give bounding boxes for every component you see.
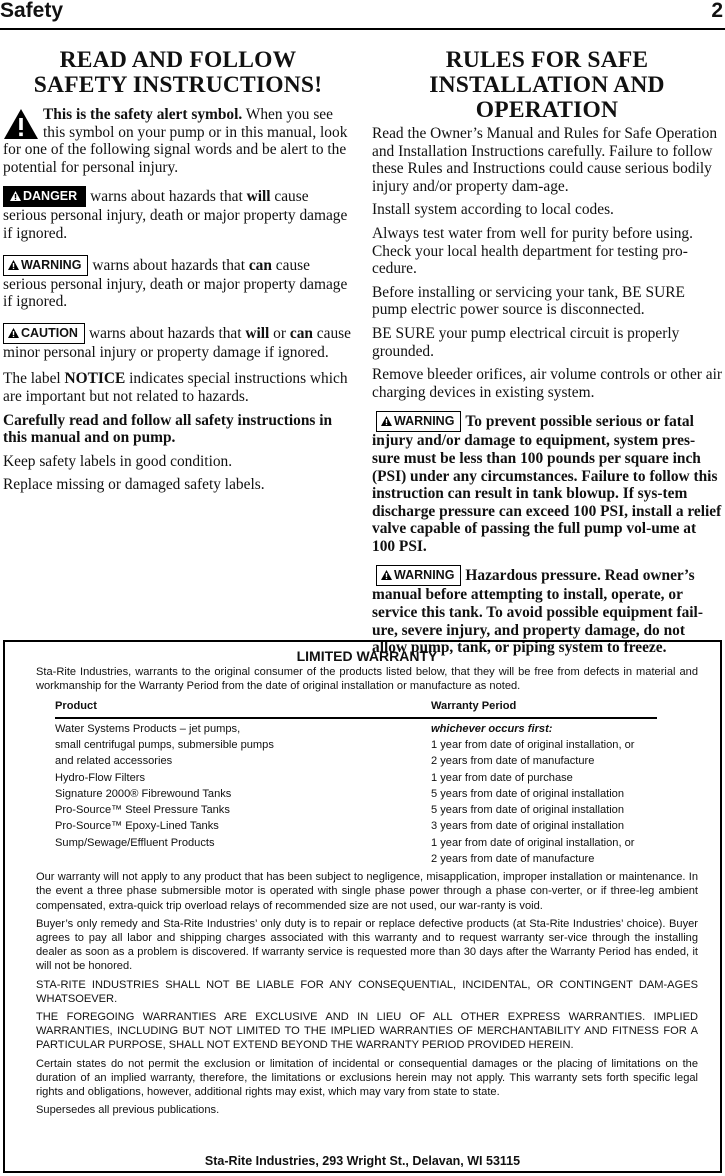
table-row — [55, 771, 657, 785]
pressure-warning: WARNING To prevent possible serious or fatal injury and/or damage to equipment, system pres-sure must be less than 100 pounds per square inch (PSI) under any circumstances. Failure to follow this instruction can result in tank blowup. If sys-tem discharge pressure can exceed 100 PSI, install a relief valve capable of passing the full pump vol-ume at 100 PSI. — [372, 413, 722, 555]
product-cell: small centrifugal pumps, submersible pumps — [55, 738, 274, 751]
replace-labels-text: Replace missing or damaged safety labels. — [3, 476, 265, 494]
caution-badge: CAUTION — [3, 323, 85, 344]
left-heading: READ AND FOLLOW SAFETY INSTRUCTIONS! — [33, 47, 323, 98]
warranty-rows — [55, 722, 657, 867]
warning-description: WARNING warns about hazards that can cause serious personal injury, death or major property damage if ignored. — [3, 256, 348, 311]
table-row — [55, 754, 657, 768]
warranty-table — [55, 699, 657, 866]
period-cell: 3 years from date of original installation — [431, 820, 625, 833]
notice-description: The label NOTICE indicates special instructions which are important but not related to hazards. — [3, 370, 348, 405]
danger-description: DANGER warns about hazards that will cause serious personal injury, death or major property damage if ignored. — [3, 188, 348, 242]
product-cell — [55, 852, 431, 866]
warning-triangle-icon — [10, 191, 21, 201]
period-cell: 5 years from date of original installation — [431, 787, 625, 800]
section-title: Safety — [0, 0, 64, 22]
product-cell: Pro-Source™ Steel Pressure Tanks — [55, 804, 230, 817]
period-cell: 1 year from date of original installation, or — [431, 836, 635, 849]
warranty-liability: STA-RITE INDUSTRIES SHALL NOT BE LIABLE FOR ANY CONSEQUENTIAL, INCIDENTAL, OR CONTINGENT DAM-AGES WHATSOEVER. — [36, 978, 698, 1005]
warning-triangle-icon — [381, 416, 392, 426]
warranty-state-law: Certain states do not permit the exclusion or limitation of incidental or consequential damages or the placing of limitations on the duration of an implied warranty, therefore, the limitations or exclusions herein may not apply. This warranty sets forth specific legal rights and obligations, however, additional rights may exist, which may vary from state to state. — [36, 1057, 698, 1099]
table-row — [55, 819, 657, 833]
caution-description: CAUTION warns about hazards that will or can cause minor personal injury or property damage if ignored. — [3, 324, 351, 361]
warning-triangle-icon — [381, 570, 392, 580]
warning-badge: WARNING — [376, 411, 461, 432]
table-row — [55, 787, 657, 801]
keep-labels-text: Keep safety labels in good condition. — [3, 452, 233, 470]
warranty-exclusions: Our warranty will not apply to any product that has been subject to negligence, misapplication, improper installation or maintenance. In the event a three phase submersible motor is operated with single phase power through a phase con-verter, or if three-leg ambient compensated, extra-quick trip overload relays of recommended size are not used, our war-ranty is void. — [36, 871, 698, 912]
table-row — [55, 738, 657, 752]
carefully-read-text: Carefully read and follow all safety instructions in this manual and on pump. — [3, 411, 333, 447]
freeze-warning: WARNING Hazardous pressure. Read owner’s manual before attempting to install, operate, or service this tank. To avoid possible equipment fail-ure, severe injury, and property damage, do not allow pump, tank, or piping system to freeze. — [372, 567, 703, 657]
warranty-supersedes: Supersedes all previous publications. — [36, 1104, 220, 1117]
rule-disconnect-power: Before installing or servicing your tank, BE SURE pump electric power source is disconnected. — [372, 283, 685, 319]
rule-read-manual: Read the Owner’s Manual and Rules for Safe Operation and Installation Instructions carefully. Failure to follow these Rules and Instructions could cause serious bodily injury and/or property dam-age. — [372, 125, 718, 195]
warning-triangle-icon — [8, 328, 19, 338]
period-cell: 2 years from date of manufacture — [431, 852, 595, 865]
warning-badge: WARNING — [3, 255, 88, 276]
danger-badge: DANGER — [3, 186, 86, 207]
installation-rules-column — [372, 48, 722, 663]
period-cell: 1 year from date of purchase — [431, 771, 573, 784]
table-row — [55, 852, 657, 866]
right-heading: RULES FOR SAFE INSTALLATION AND OPERATION — [429, 47, 665, 123]
product-cell: Pro-Source™ Epoxy-Lined Tanks — [55, 820, 219, 833]
rule-remove-bleeders: Remove bleeder orifices, air volume controls or other air charging devices in existing system. — [372, 366, 723, 401]
company-address: Sta-Rite Industries, 293 Wright St., Delavan, WI 53115 — [204, 1154, 521, 1168]
rule-grounded: BE SURE your pump electrical circuit is properly grounded. — [372, 324, 680, 360]
period-cell: 5 years from date of original installation — [431, 804, 625, 817]
page-number: 2 — [711, 0, 723, 22]
safety-instructions-column — [3, 48, 353, 500]
table-row — [55, 836, 657, 850]
product-cell: Signature 2000® Fibrewound Tanks — [55, 787, 232, 800]
product-cell: and related accessories — [55, 755, 173, 768]
period-cell: 2 years from date of manufacture — [431, 755, 595, 768]
alert-symbol-intro: This is the safety alert symbol. When you see this symbol on your pump or in this manual, look for one of the following signal words and be alert to the potential for personal injury. — [3, 106, 348, 176]
rule-test-water: Always test water from well for purity before using. Check your local health department for testing pro-cedure. — [372, 224, 693, 278]
warranty-table-header: Product Warranty Period — [55, 699, 657, 718]
product-cell: Water Systems Products – jet pumps, — [55, 722, 241, 735]
period-cell: 1 year from date of original installation, or — [431, 738, 635, 751]
period-cell: whichever occurs first: — [431, 722, 553, 735]
warranty-remedy: Buyer’s only remedy and Sta-Rite Industries’ only duty is to repair or replace defective products (at Sta-Rite Industries’ choice). Buyer agrees to pay all labor and shipping charges associated with this warranty and to request warranty ser-vice through the installing dealer as soon as a problem is discovered. If warranty service is requested more than 30 days after the Warranty Period has ended, it will not be honored. — [36, 917, 698, 973]
warning-badge: WARNING — [376, 565, 461, 586]
safety-alert-icon — [3, 108, 39, 140]
limited-warranty-box — [3, 640, 722, 1173]
warranty-exclusive: THE FOREGOING WARRANTIES ARE EXCLUSIVE AND IN LIEU OF ALL OTHER EXPRESS WARRANTIES. IMPLIED WARRANTIES, INCLUDING BUT NOT LIMITED TO THE IMPLIED WARRANTIES OF MERCHANTABILITY AND FITNESS FOR A PARTICULAR PURPOSE, SHALL NOT EXTEND BEYOND THE WARRANTY PERIOD PROVIDED HEREIN. — [36, 1011, 698, 1052]
warning-triangle-icon — [8, 260, 19, 270]
warranty-title: LIMITED WARRANTY — [296, 648, 438, 664]
page-header — [0, 0, 725, 30]
table-row — [55, 722, 657, 736]
table-row — [55, 803, 657, 817]
warranty-intro: Sta-Rite Industries, warrants to the original consumer of the products listed below, that they will be free from defects in material and workmanship for the Warranty Period from the date of original installation or manufacture as noted. — [36, 666, 698, 693]
product-cell: Sump/Sewage/Effluent Products — [55, 836, 215, 849]
product-cell: Hydro-Flow Filters — [55, 771, 145, 784]
rule-local-codes: Install system according to local codes. — [372, 201, 614, 219]
